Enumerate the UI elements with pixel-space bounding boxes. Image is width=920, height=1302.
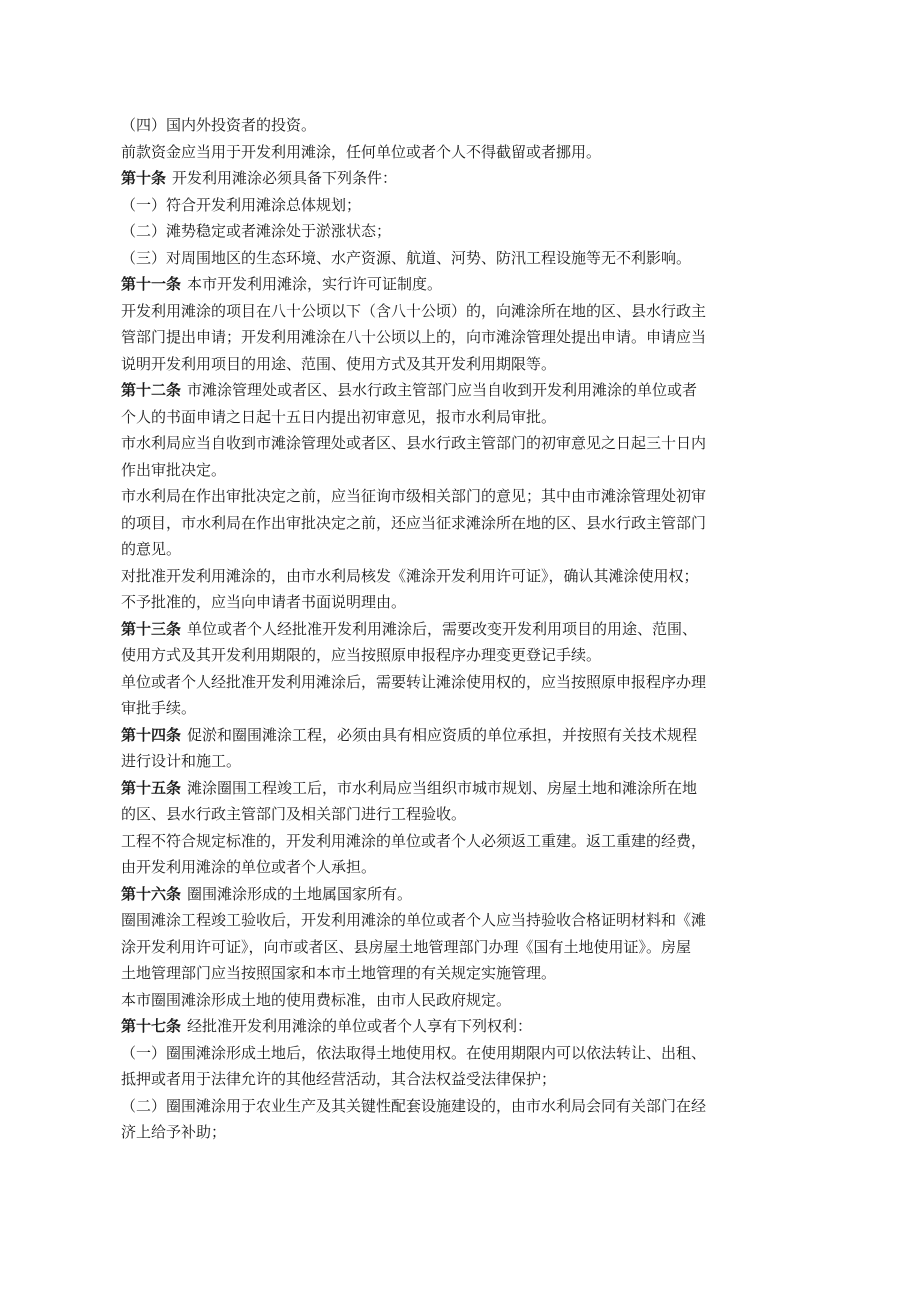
article-line — [121, 271, 801, 298]
article-line — [121, 377, 801, 404]
line-text: （四）国内外投资者的投资。 — [121, 116, 317, 134]
line-text: 审批手续。 — [121, 699, 197, 717]
text-line — [121, 324, 801, 351]
text-line — [121, 642, 801, 669]
line-text: 开发利用滩涂的项目在八十公顷以下（含八十公顷）的，向滩涂所在地的区、县水行政主 — [121, 301, 707, 320]
line-text: 圈围滩涂工程竣工验收后，开发利用滩涂的单位或者个人应当持验收合格证明材料和《滩 — [121, 911, 707, 929]
line-text: 作出审批决定。 — [121, 460, 227, 479]
text-line — [121, 457, 801, 484]
line-text: 经批准开发利用滩涂的单位或者个人享有下列权利： — [187, 1017, 533, 1035]
line-text: 使用方式及其开发利用期限的，应当按照原申报程序办理变更登记手续。 — [121, 646, 602, 664]
text-line — [121, 192, 801, 219]
line-text: 济上给予补助； — [121, 1123, 227, 1141]
text-line — [121, 112, 801, 139]
text-line — [121, 987, 801, 1014]
article-number: 第十条 — [121, 169, 167, 187]
line-text: 个人的书面申请之日起十五日内提出初审意见，报市水利局审批。 — [121, 407, 557, 426]
line-text: 的意见。 — [121, 540, 182, 558]
line-text: （三）对周围地区的生态环境、水产资源、航道、河势、防汛工程设施等无不利影响。 — [121, 248, 692, 267]
text-line — [121, 854, 801, 881]
line-text: 不予批准的，应当向申请者书面说明理由。 — [121, 593, 407, 611]
line-text: 开发利用滩涂必须具备下列条件： — [172, 169, 398, 187]
article-number: 第十四条 — [121, 725, 182, 744]
line-text: 工程不符合规定标准的，开发利用滩涂的单位或者个人必须返工重建。返工重建的经费， — [121, 831, 707, 850]
line-text: 对批准开发利用滩涂的，由市水利局核发《滩涂开发利用许可证》，确认其滩涂使用权； — [121, 566, 699, 585]
line-text: （一）圈围滩涂形成土地后，依法取得土地使用权。在使用期限内可以依法转让、出租、 — [121, 1043, 707, 1062]
line-text: 市滩涂管理处或者区、县水行政主管部门应当自收到开发利用滩涂的单位或者 — [187, 381, 698, 399]
text-line — [121, 483, 801, 510]
line-text: 市水利局应当自收到市滩涂管理处或者区、县水行政主管部门的初审意见之日起三十日内 — [121, 434, 707, 452]
line-text: 圈围滩涂形成的土地属国家所有。 — [187, 884, 413, 903]
text-line — [121, 1066, 801, 1093]
text-line — [121, 430, 801, 457]
text-line — [121, 907, 801, 934]
line-text: 单位或者个人经批准开发利用滩涂后，需要改变开发利用项目的用途、范围、 — [187, 619, 698, 638]
text-line — [121, 1040, 801, 1067]
text-line — [121, 404, 801, 431]
line-text: 由开发利用滩涂的单位或者个人承担。 — [121, 858, 377, 876]
article-number: 第十六条 — [121, 884, 182, 903]
text-line — [121, 748, 801, 775]
text-line — [121, 536, 801, 563]
article-line — [121, 722, 801, 749]
line-text: 说明开发利用项目的用途、范围、使用方式及其开发利用期限等。 — [121, 354, 557, 373]
text-line — [121, 960, 801, 987]
line-text: 的项目，市水利局在作出审批决定之前，还应当征求滩涂所在地的区、县水行政主管部门 — [121, 513, 707, 532]
text-line — [121, 589, 801, 616]
line-text: 促淤和圈围滩涂工程，必须由具有相应资质的单位承担，并按照有关技术规程 — [187, 725, 698, 744]
article-number: 第十二条 — [121, 381, 182, 399]
text-line — [121, 1093, 801, 1120]
line-text: 进行设计和施工。 — [121, 752, 242, 770]
text-line — [121, 669, 801, 696]
text-line — [121, 801, 801, 828]
article-number: 第十七条 — [121, 1017, 182, 1035]
text-line — [121, 934, 801, 961]
line-text: （一）符合开发利用滩涂总体规划； — [121, 195, 362, 214]
text-line — [121, 828, 801, 855]
article-line — [121, 775, 801, 802]
text-line — [121, 695, 801, 722]
article-line — [121, 1013, 801, 1040]
article-number: 第十三条 — [121, 619, 182, 638]
article-number: 第十五条 — [121, 778, 182, 797]
line-text: 管部门提出申请；开发利用滩涂在八十公顷以上的，向市滩涂管理处提出申请。申请应当 — [121, 328, 707, 346]
text-line — [121, 218, 801, 245]
line-text: 本市圈围滩涂形成土地的使用费标准，由市人民政府规定。 — [121, 990, 512, 1009]
article-line — [121, 616, 801, 643]
line-text: 抵押或者用于法律允许的其他经营活动，其合法权益受法律保护； — [121, 1070, 557, 1088]
text-line — [121, 563, 801, 590]
line-text: 前款资金应当用于开发利用滩涂，任何单位或者个人不得截留或者挪用。 — [121, 142, 602, 161]
text-line — [121, 510, 801, 537]
line-text: （二）圈围滩涂用于农业生产及其关键性配套设施建设的，由市水利局会同有关部门在经 — [121, 1096, 707, 1115]
line-text: 本市开发利用滩涂，实行许可证制度。 — [187, 275, 443, 293]
document-page — [121, 112, 801, 1146]
line-text: 土地管理部门应当按照国家和本市土地管理的有关规定实施管理。 — [121, 964, 557, 982]
text-line — [121, 245, 801, 272]
line-text: 市水利局在作出审批决定之前，应当征询市级相关部门的意见；其中由市滩涂管理处初审 — [121, 487, 707, 505]
line-text: 的区、县水行政主管部门及相关部门进行工程验收。 — [121, 805, 467, 823]
line-text: （二）滩势稳定或者滩涂处于淤涨状态； — [121, 222, 392, 240]
text-line — [121, 298, 801, 325]
text-line — [121, 351, 801, 378]
article-line — [121, 165, 801, 192]
line-text: 涂开发利用许可证》，向市或者区、县房屋土地管理部门办理《国有土地使用证》。房屋 — [121, 937, 692, 956]
line-text: 滩涂圈围工程竣工后，市水利局应当组织市城市规划、房屋土地和滩涂所在地 — [187, 778, 698, 797]
line-text: 单位或者个人经批准开发利用滩涂后，需要转让滩涂使用权的，应当按照原申报程序办理 — [121, 672, 707, 691]
article-line — [121, 881, 801, 908]
article-number: 第十一条 — [121, 275, 182, 293]
text-line — [121, 139, 801, 166]
text-line — [121, 1119, 801, 1146]
